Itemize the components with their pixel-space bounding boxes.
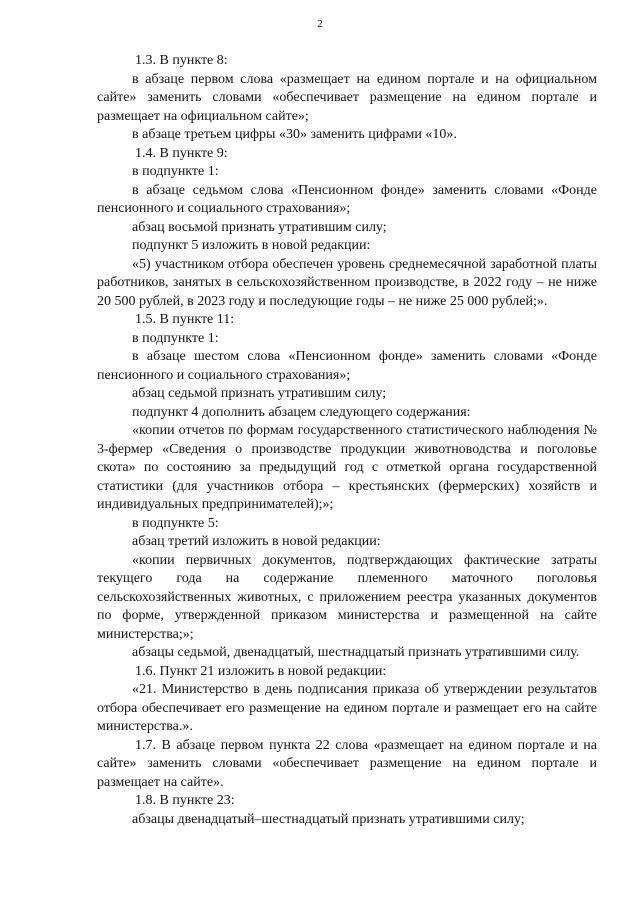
paragraph-1-6-heading: 1.6. Пункт 21 изложить в новой редакции:: [135, 663, 387, 679]
paragraph-1-5-new-text: «копии отчетов по формам государственного статистического наблюдения № 3-фермер «Сведения о производстве продукции животноводства и поголовье скота» по состоянию за предыдущий год с отметкой органа государственной статистики (для участников отбора – крестьянских (фермерских) хозяйств и индивидуальных предпринимателей);»;: [97, 423, 597, 512]
paragraph-1-5-heading: 1.5. В пункте 11:: [135, 312, 235, 327]
paragraph-1-4-subpoint-1: в подпункте 1:: [132, 164, 219, 179]
paragraph-1-7: 1.7. В абзаце первом пункта 22 слова «размещает на едином портале и на сайте» заменить словами «обеспечивает размещение на едином портале и размещает на сайте».: [97, 737, 597, 790]
paragraph-1-5-subpoint-1: в подпункте 1:: [132, 330, 219, 346]
document-body: [97, 52, 597, 829]
paragraph-1-4-new-text: «5) участником отбора обеспечен уровень среднемесячной заработной платы работников, занятых в сельскохозяйственном производстве, в 2022 году – не ниже 20 500 рублей, в 2023 году и последующие годы – не ниже 25 000 рублей;».: [97, 256, 597, 309]
paragraph-1-4-seventh: в абзаце седьмом слова «Пенсионном фонде» заменить словами «Фонде пенсионного и социального страхования»;: [97, 182, 597, 216]
paragraph-1-5-lapsed: абзацы седьмой, двенадцатый, шестнадцатый признать утратившими силу.: [132, 645, 580, 660]
paragraph-1-5-subpoint-5: в подпункте 5:: [132, 515, 219, 531]
paragraph-1-5-third-text: «копии первичных документов, подтверждающих фактические затраты текущего года на содержание племенного маточного поголовья сельскохозяйственных животных, с приложением реестра указанных документов по форме, утвержденной приказом министерства и размещенной на сайте министерства;»;: [97, 552, 597, 642]
paragraph-1-3-third: в абзаце третьем цифры «30» заменить цифрами «10».: [132, 127, 457, 142]
paragraph-1-8-lapsed: абзацы двенадцатый–шестнадцатый признать утратившими силу;: [132, 811, 525, 827]
paragraph-1-8-heading: 1.8. В пункте 23:: [135, 793, 235, 808]
paragraph-1-5-subpoint-4: подпункт 4 дополнить абзацем следующего содержания:: [132, 404, 471, 420]
page-number: 2: [317, 18, 323, 30]
paragraph-1-4-eighth: абзац восьмой признать утратившим силу;: [132, 219, 387, 235]
paragraph-1-5-sixth: в абзаце шестом слова «Пенсионном фонде» заменить словами «Фонде пенсионного и социального страхования»;: [97, 349, 597, 383]
paragraph-1-4-subpoint-5: подпункт 5 изложить в новой редакции:: [132, 238, 371, 253]
paragraph-1-5-seventh: абзац седьмой признать утратившим силу;: [132, 386, 387, 401]
paragraph-1-4-heading: 1.4. В пункте 9:: [135, 145, 228, 161]
paragraph-1-6-new-text: «21. Министерство в день подписания приказа об утверждении результатов отбора обеспечивает его размещение на едином портале и размещает его на сайте министерства.».: [97, 682, 597, 734]
paragraph-1-3-heading: 1.3. В пункте 8:: [135, 53, 228, 68]
paragraph-1-3-first: в абзаце первом слова «размещает на едином портале и на официальном сайте» заменить словами «обеспечивает размещение на едином портале и размещает на официальном сайте»;: [97, 71, 597, 124]
paragraph-1-5-third: абзац третий изложить в новой редакции:: [132, 534, 381, 549]
